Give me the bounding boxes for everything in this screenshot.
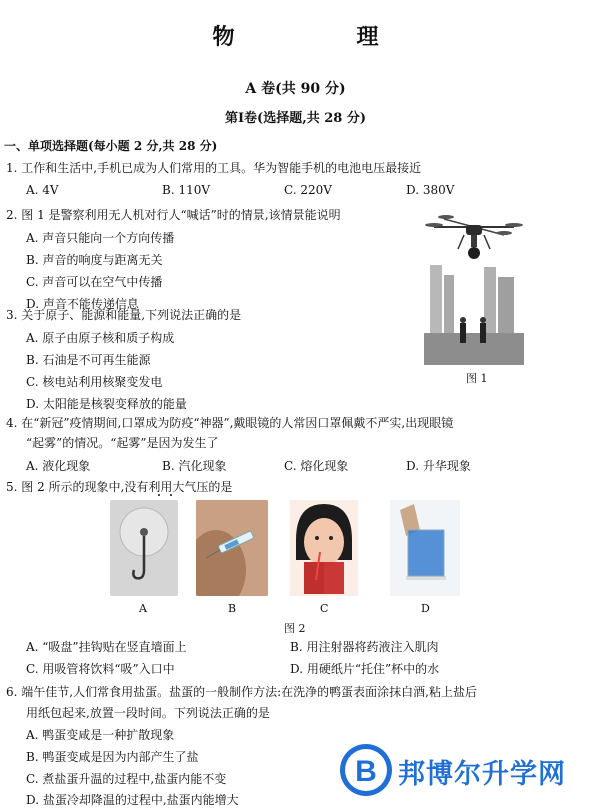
q6-option-b: B. 鸭蛋变咸是因为内部产生了盐: [26, 750, 199, 764]
q6-option-a: A. 鸭蛋变咸是一种扩散现象: [26, 728, 175, 742]
q2-option-d: D. 声音不能传递信息: [26, 297, 139, 311]
figure-1-drone-photo: [424, 205, 524, 365]
figure-1-caption: 图 1: [466, 372, 488, 385]
q1-option-b: B. 110V: [162, 183, 211, 197]
q1-option-c: C. 220V: [284, 183, 332, 197]
q6-option-d: D. 盐蛋冷却降温的过程中,盐蛋内能增大: [26, 793, 239, 807]
site-watermark-logo: [338, 740, 584, 800]
section-heading: 一、单项选择题(每小题 2 分,共 28 分): [4, 139, 218, 153]
q1-option-d: D. 380V: [406, 183, 455, 197]
q4-option-a: A. 液化现象: [26, 459, 91, 473]
q2-option-b: B. 声音的响度与距离无关: [26, 253, 163, 267]
q5-stem: 5. 图 2 所示的现象中,没有利用大气压的是: [6, 480, 233, 494]
q3-option-c: C. 核电站利用核聚变发电: [26, 375, 163, 389]
q1-option-a: A. 4V: [26, 183, 59, 197]
figure-2-letter-b: B: [228, 602, 237, 615]
figure-2a-suction-hook-photo: [110, 500, 178, 596]
q3-option-b: B. 石油是不可再生能源: [26, 353, 151, 367]
q5-option-a: A. “吸盘”挂钩贴在竖直墙面上: [26, 640, 187, 654]
q3-option-a: A. 原子由原子核和质子构成: [26, 331, 175, 345]
q2-stem: 2. 图 1 是警察利用无人机对行人“喊话”时的情景,该情景能说明: [6, 208, 341, 222]
q5-option-b: B. 用注射器将药液注入肌肉: [290, 640, 439, 654]
figure-2d-paper-holding-water-photo: [390, 500, 460, 596]
q2-option-c: C. 声音可以在空气中传播: [26, 275, 163, 289]
q3-option-d: D. 太阳能是核裂变释放的能量: [26, 397, 187, 411]
figure-2b-syringe-photo: [196, 500, 268, 596]
figure-2-letter-d: D: [421, 602, 430, 615]
q6-stem-line2: 用纸包起来,放置一段时间。下列说法正确的是: [26, 706, 270, 720]
emphasis-dot: [170, 494, 172, 496]
watermark-text: 邦博尔升学网: [398, 759, 566, 790]
figure-2c-straw-drink-photo: [290, 500, 358, 596]
figure-2-letter-a: A: [139, 602, 147, 615]
figure-2-letter-c: C: [320, 602, 329, 615]
emphasis-dot: [158, 494, 160, 496]
page-title: 物 理: [212, 24, 405, 50]
q1-stem: 1. 工作和生活中,手机已成为人们常用的工具。华为智能手机的电池电压最接近: [6, 161, 422, 175]
q4-option-b: B. 汽化现象: [162, 459, 227, 473]
q5-option-d: D. 用硬纸片“托住”杯中的水: [290, 662, 440, 676]
q2-option-a: A. 声音只能向一个方向传播: [26, 231, 175, 245]
paper-1-heading: 第Ⅰ卷(选择题,共 28 分): [224, 111, 367, 126]
q3-stem: 3. 关于原子、能源和能量,下列说法正确的是: [6, 308, 242, 322]
svg-text:B: B: [355, 755, 377, 788]
q4-stem-line1: 4. 在“新冠”疫情期间,口罩成为防疫“神器”,戴眼镜的人常因口罩佩戴不严实,出现眼镜: [6, 416, 454, 430]
paper-a-heading: A 卷(共 90 分): [245, 81, 346, 97]
figure-2-caption: 图 2: [284, 622, 306, 635]
q4-option-d: D. 升华现象: [406, 459, 471, 473]
q6-option-c: C. 煮盐蛋升温的过程中,盐蛋内能不变: [26, 772, 227, 786]
q5-option-c: C. 用吸管将饮料“吸”入口中: [26, 662, 175, 676]
q4-stem-line2: “起雾”的情况。“起雾”是因为发生了: [26, 436, 219, 450]
q6-stem-line1: 6. 端午佳节,人们常食用盐蛋。盐蛋的一般制作方法:在洗净的鸭蛋表面涂抹白酒,粘上盐后: [6, 685, 477, 699]
q4-option-c: C. 熔化现象: [284, 459, 349, 473]
